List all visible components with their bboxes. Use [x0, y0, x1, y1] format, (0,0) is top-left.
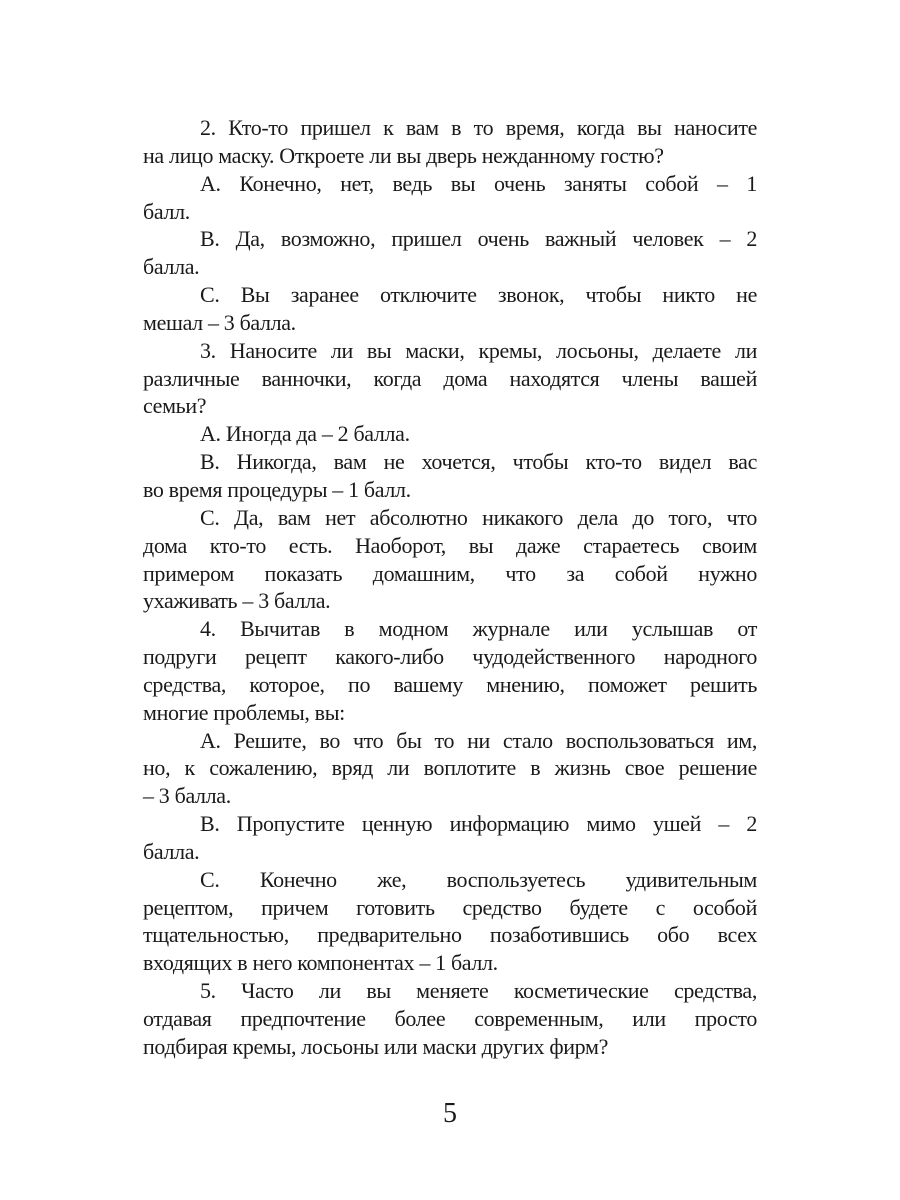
text-line: средства, которое, по вашему мнению, поможет решить	[143, 671, 757, 697]
paragraph	[143, 448, 757, 504]
text-line: рецептом, причем готовить средство будете с особой	[143, 894, 757, 920]
paragraph	[143, 810, 757, 866]
page-body-text	[143, 114, 757, 1061]
text-line: А. Иногда да – 2 балла.	[200, 421, 410, 447]
text-line: 5. Часто ли вы меняете косметические средства,	[200, 978, 757, 1004]
text-line: дома кто-то есть. Наоборот, вы даже стараетесь своим	[143, 532, 757, 558]
text-line: примером показать домашним, что за собой нужно	[143, 560, 757, 586]
text-line: различные ванночки, когда дома находятся члены вашей	[143, 365, 757, 391]
text-line: балла.	[143, 838, 200, 864]
text-line: – 3 балла.	[143, 783, 231, 809]
page-number: 5	[443, 1098, 457, 1129]
text-line: подбирая кремы, лосьоны или маски других фирм?	[143, 1033, 608, 1059]
paragraph	[143, 420, 757, 448]
text-line: В. Никогда, вам не хочется, чтобы кто-то видел вас	[200, 449, 757, 475]
text-line: семьи?	[143, 393, 207, 419]
text-line: мешал – 3 балла.	[143, 309, 296, 335]
paragraph	[143, 727, 757, 811]
text-line: подруги рецепт какого-либо чудодейственного народного	[143, 644, 757, 670]
text-line: 4. Вычитав в модном журнале или услышав от	[200, 616, 757, 642]
text-line: В. Пропустите ценную информацию мимо ушей – 2	[200, 811, 757, 837]
paragraph	[143, 866, 757, 977]
text-line: но, к сожалению, вряд ли воплотите в жизнь свое решение	[143, 755, 757, 781]
text-line: 2. Кто-то пришел к вам в то время, когда вы наносите	[200, 115, 757, 140]
text-line: тщательностью, предварительно позаботившись обо всех	[143, 922, 757, 948]
paragraph	[143, 114, 757, 170]
paragraph	[143, 337, 757, 421]
text-line: С. Да, вам нет абсолютно никакого дела до того, что	[200, 504, 757, 530]
text-line: С. Конечно же, воспользуетесь удивительным	[200, 866, 757, 892]
paragraph	[143, 281, 757, 337]
text-line: балла.	[143, 254, 200, 280]
text-line: отдавая предпочтение более современным, или просто	[143, 1006, 757, 1031]
paragraph	[143, 977, 757, 1061]
paragraph	[143, 615, 757, 726]
text-line: А. Решите, во что бы то ни стало воспользоваться им,	[200, 727, 757, 753]
text-line: балл.	[143, 198, 190, 224]
text-line: на лицо маску. Откроете ли вы дверь нежданному гостю?	[143, 142, 664, 168]
text-line: С. Вы заранее отключите звонок, чтобы никто не	[200, 282, 757, 308]
paragraph	[143, 504, 757, 615]
paragraph	[143, 225, 757, 281]
text-line: А. Конечно, нет, ведь вы очень заняты собой – 1	[200, 170, 757, 196]
paragraph	[143, 170, 757, 226]
text-line: во время процедуры – 1 балл.	[143, 476, 411, 502]
text-line: В. Да, возможно, пришел очень важный человек – 2	[200, 226, 757, 252]
text-line: 3. Наносите ли вы маски, кремы, лосьоны, делаете ли	[200, 337, 757, 363]
text-line: входящих в него компонентах – 1 балл.	[143, 950, 498, 976]
text-line: ухаживать – 3 балла.	[143, 588, 331, 614]
text-line: многие проблемы, вы:	[143, 699, 345, 725]
